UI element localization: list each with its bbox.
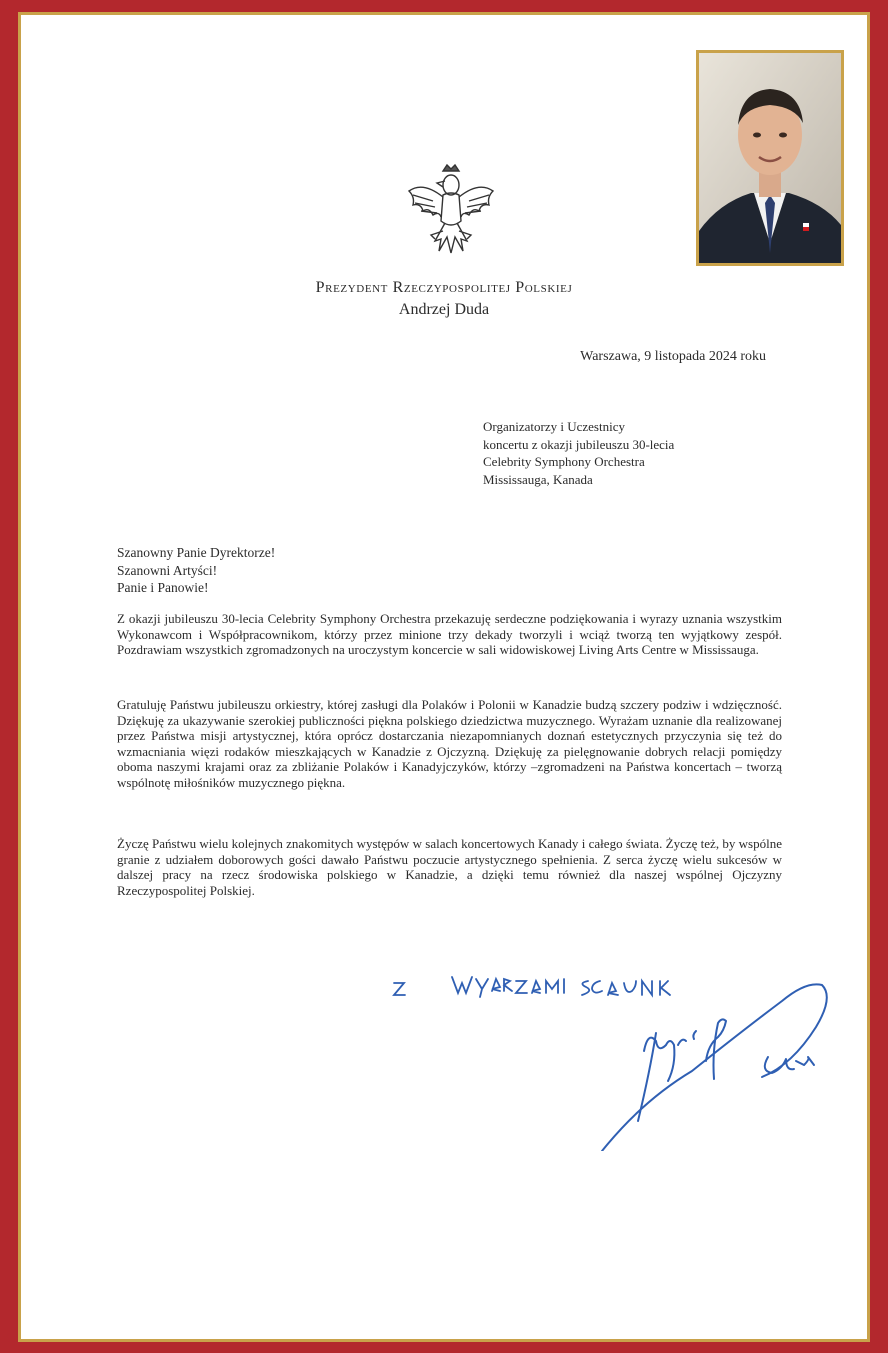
salutation-block xyxy=(117,544,275,597)
body-paragraph: Życzę Państwu wielu kolejnych znakomitych występów w salach koncertowych Kanady i całego świata. Życzę też, by wspólne granie z udziałem doborowych gości dawało Państwu poczucie artystycznego spełnienia. Z serca życzę wielu sukcesów w dalszej pracy na rzecz środowiska polskiego w Kanadzie, a dzięki temu również dla naszej wspólnej Ojczyzny Rzeczypospolitej Polskiej. xyxy=(117,836,782,898)
polish-eagle-emblem xyxy=(405,161,497,261)
letter-paper xyxy=(27,21,861,1333)
president-portrait-photo xyxy=(696,50,844,266)
addressee-line: Organizatorzy i Uczestnicy xyxy=(483,419,625,434)
addressee-line: Celebrity Symphony Orchestra xyxy=(483,454,645,469)
salutation-line: Szanowny Panie Dyrektorze! xyxy=(117,545,276,560)
addressee-line: koncertu z okazji jubileuszu 30-lecia xyxy=(483,436,675,452)
salutation-line: Szanowni Artyści! xyxy=(117,562,218,578)
addressee-block xyxy=(483,418,674,488)
salutation-line: Panie i Panowie! xyxy=(117,580,209,595)
body-paragraph: Gratuluję Państwu jubileuszu orkiestry, której zasługi dla Polaków i Polonii w Kanadzie budzą szczery podziw i wdzięczność. Dziękuję za ukazywanie szerokiej publiczności piękna polskiego dziedzictwa muzycznego. Wyrażam uznanie dla realizowanej przez Państwa misji artystycznej, która oprócz dostarczania niezapomnianych doznań estetycznych przyczynia się też do wzmacniania więzi rodaków mieszkających w Kanadzie z Ojczyzną. Dziękuję za pielęgnowanie dobrych relacji pomiędzy oboma naszymi krajami oraz za zbliżanie Polaków i Kanadyjczyków, którzy –zgromadzeni na Państwa koncertach – tworzą wspólnotę miłośników muzycznego piękna. xyxy=(117,697,782,790)
letter-date: Warszawa, 9 listopada 2024 roku xyxy=(580,349,766,364)
body-paragraph: Z okazji jubileuszu 30-lecia Celebrity Symphony Orchestra przekazuję serdeczne podziękowania i wyrazy uznania wszystkim Wykonawcom i Współpracownikom, którzy przez minione trzy dekady tworzyli i wciąż tworzą ten wyjątkowy zespół. Pozdrawiam wszystkich zgromadzonych na uroczystym koncercie w sali widowiskowej Living Arts Centre w Mississauga. xyxy=(117,611,782,658)
letter-frame xyxy=(18,12,870,1342)
letter-heading-title: Prezydent Rzeczypospolitej Polskiej xyxy=(315,279,573,296)
addressee-line: Mississauga, Kanada xyxy=(483,471,593,487)
handwritten-signature xyxy=(572,961,832,1151)
president-name: Andrzej Duda xyxy=(398,301,490,318)
